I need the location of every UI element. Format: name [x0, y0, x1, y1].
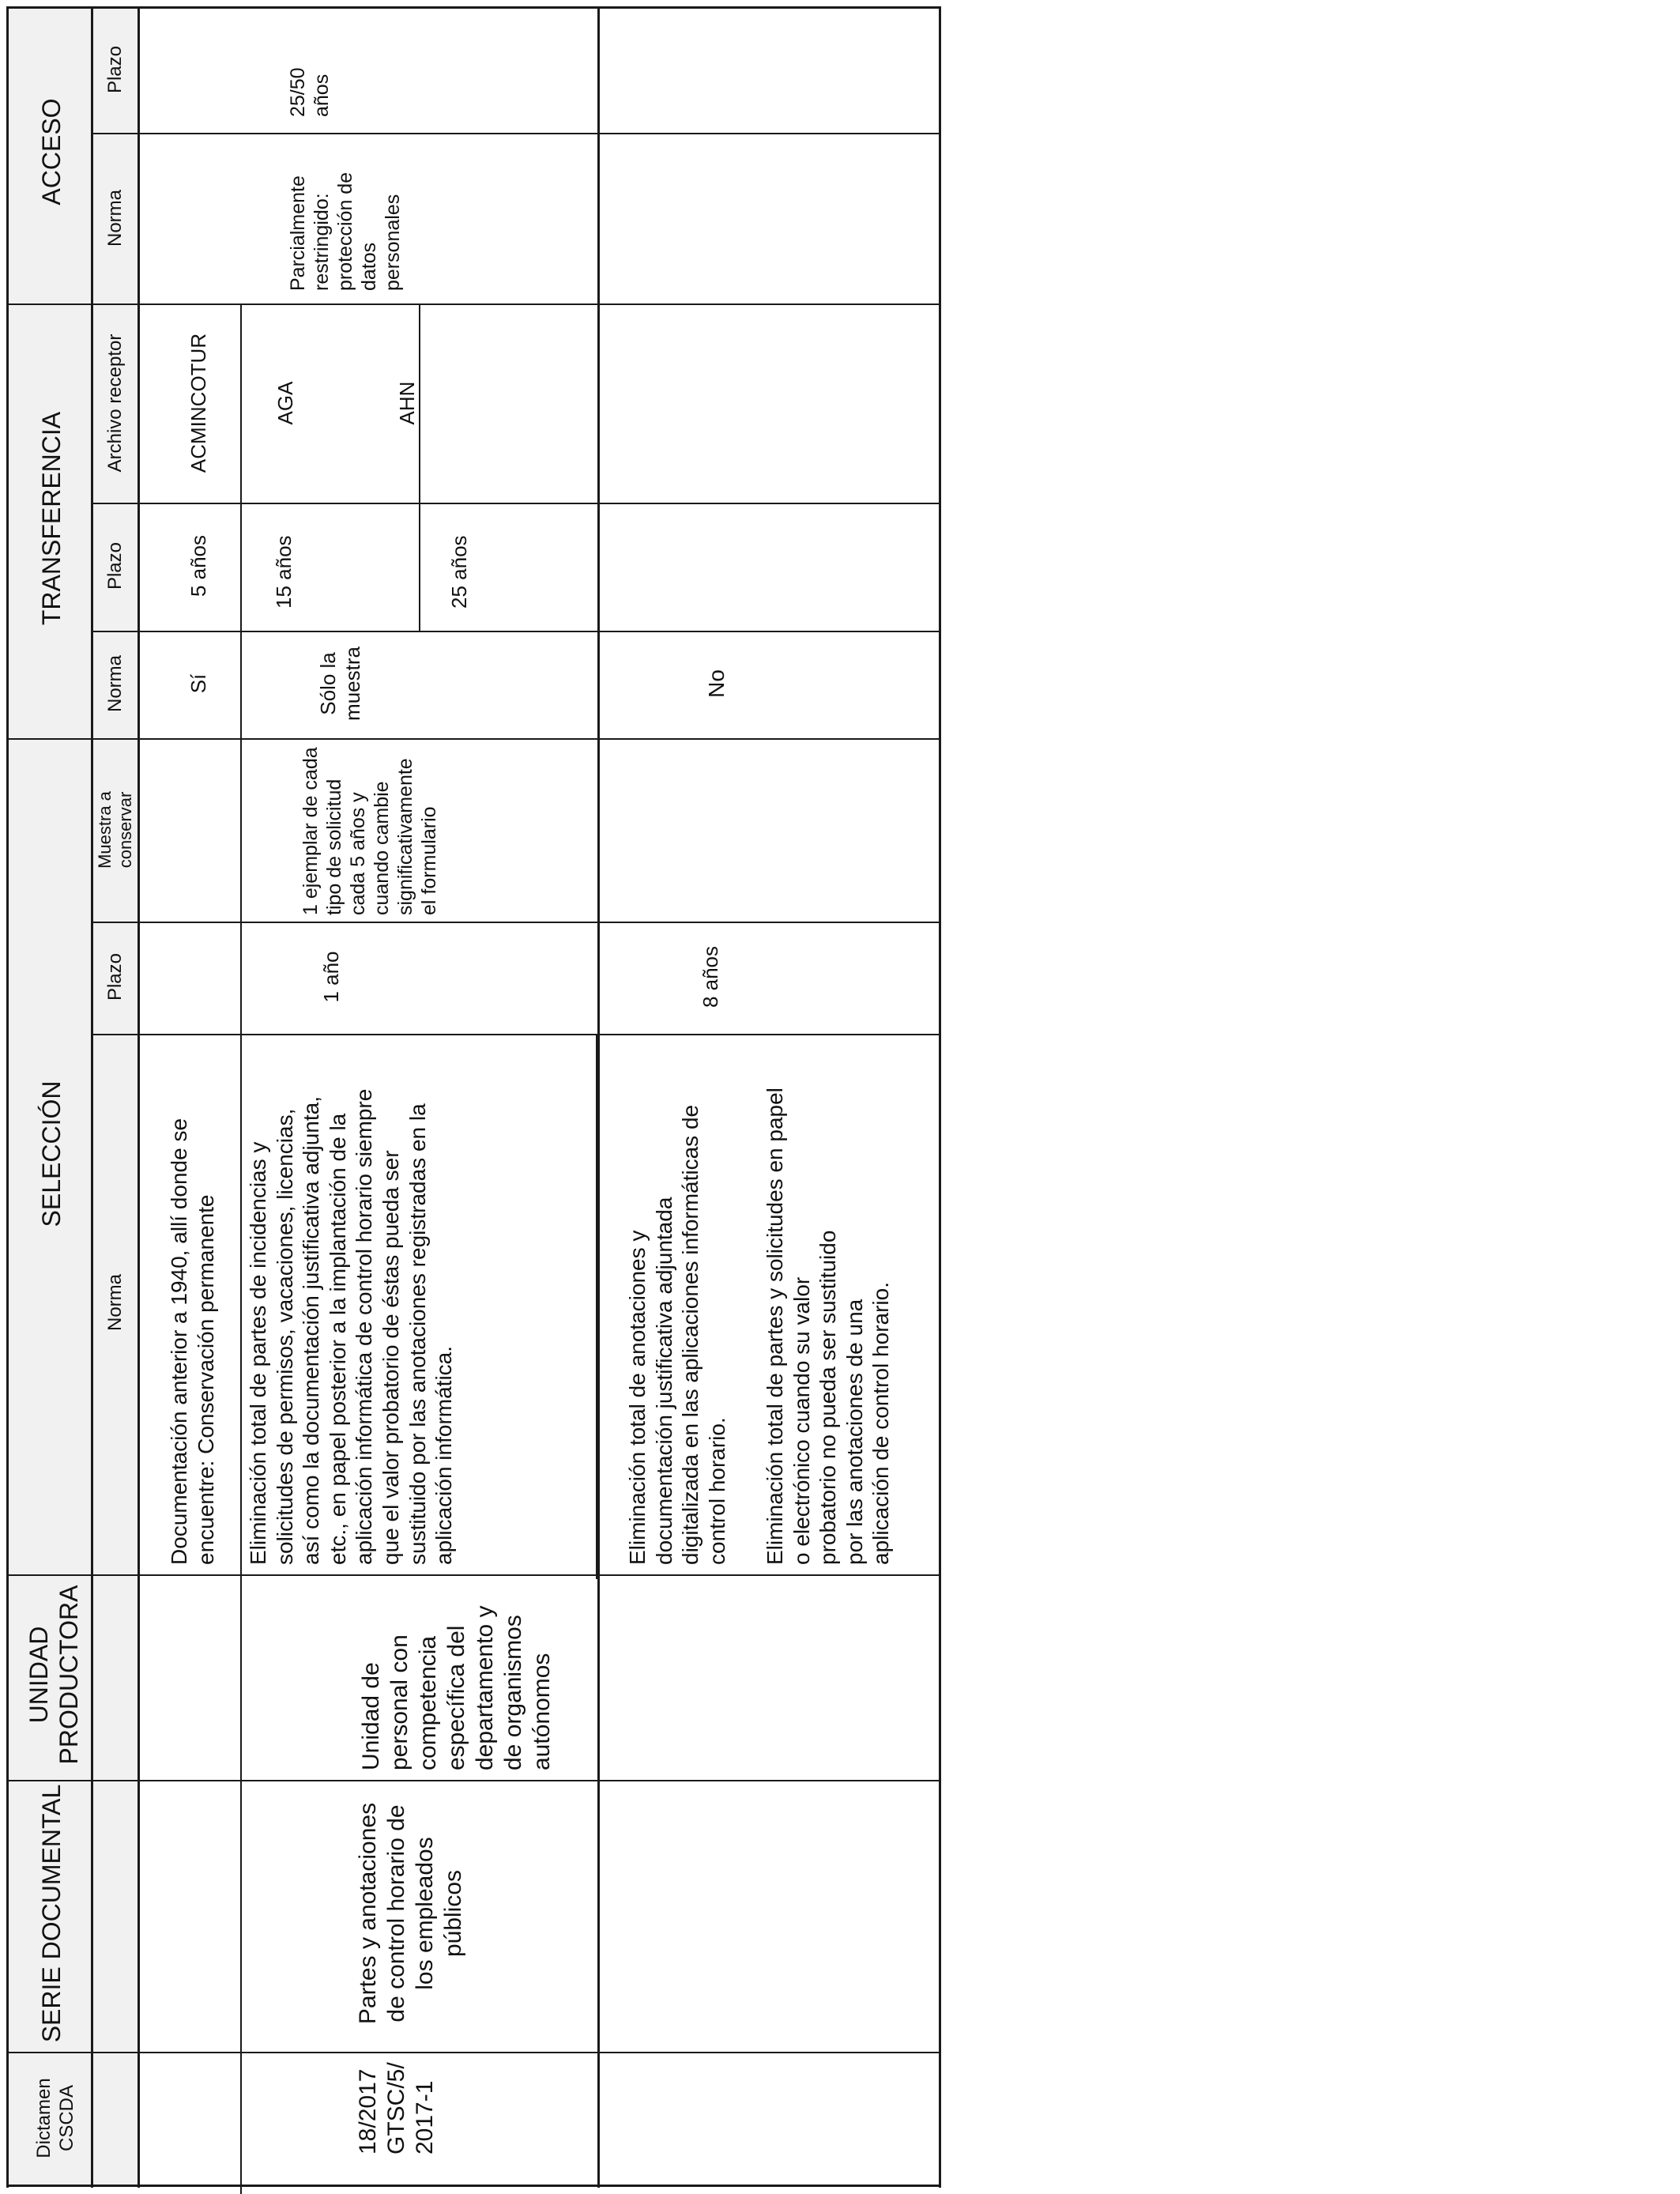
rule-right: [939, 6, 941, 2188]
rule-bottom: [6, 2185, 941, 2187]
cell-tr-plazo-1: 5 años: [186, 534, 210, 598]
cell-sel-norma-2: Eliminación total de partes de incidencias y solicitudes de permisos, vacaciones, licencias, así como la documentación justificativa adjunta, etc., en papel posterior a la implantación de la aplicación informática de control horario siempre que el valor probatorio de éstas pueda ser sustituido por las anotaciones registradas en la aplicación informática.: [246, 1088, 457, 1565]
cell-sel-norma-3b: Eliminación total de partes y solicitudes en papel o electrónico cuando su valor probatorio no pueda ser sustituido por las anotaciones de una aplicación de control horario.: [763, 1088, 894, 1565]
rule-sel-muestra-plazo: [91, 922, 941, 923]
header-serie-documental: SERIE DOCUMENTAL: [37, 1784, 66, 2043]
cell-tr-plazo-2: 15 años: [272, 535, 296, 609]
header-dictamen: Dictamen CSCDA: [33, 2078, 77, 2158]
rule-sel-plazo-norma: [91, 1034, 941, 1035]
subheader-tr-norma: Norma: [104, 655, 126, 713]
rule-sel-row3-divide: [596, 1035, 597, 1576]
subheader-sel-norma: Norma: [104, 1274, 126, 1332]
cell-tr-archivo-1: ACMINCOTUR: [186, 333, 210, 473]
cell-serie-documental: Partes y anotaciones de control horario de los empleados públicos: [355, 1802, 466, 2025]
cell-sel-plazo-2: 1 año: [319, 951, 343, 1003]
cell-tr-norma-3: No: [704, 669, 729, 698]
cell-sel-plazo-3: 8 años: [699, 945, 722, 1008]
rule-tr-archivo-plazo: [91, 503, 941, 504]
cell-tr-archivo-2: AGA: [273, 381, 297, 425]
header-transferencia: TRANSFERENCIA: [37, 411, 66, 626]
rule-left: [6, 6, 9, 2188]
rule-row1-row2: [240, 303, 242, 1581]
cell-dictamen: 18/2017 GTSC/5/ 2017-1: [355, 2062, 438, 2154]
cell-sel-norma-1: Documentación anterior a 1940, allí donde se encuentre: Conservación permanente: [167, 1118, 218, 1565]
rule-acceso-sub: [91, 133, 941, 134]
cell-sel-norma-3a: Eliminación total de anotaciones y documentación justificativa adjuntada digitalizada en las aplicaciones informáticas de control horario.: [625, 1104, 729, 1565]
subheader-tr-archivo: Archivo receptor: [104, 334, 126, 473]
cell-tr-plazo-3: 25 años: [447, 535, 471, 609]
cell-ac-plazo-2: 25/50 años: [287, 67, 333, 117]
header-unidad-productora: UNIDAD PRODUCTORA: [24, 1585, 84, 1765]
cell-tr-norma-1: Sí: [186, 673, 210, 694]
rule-subheader-body: [137, 6, 140, 2188]
header-seleccion: SELECCIÓN: [37, 1080, 66, 1227]
cell-ac-norma-2: Parcialmente restringido: protección de datos personales: [287, 172, 404, 291]
cell-muestra-2: 1 ejemplar de cada tipo de solicitud cada 5 años y cuando cambie significativamente el formulario: [299, 747, 440, 915]
subheader-sel-muestra: Muestra a conservar: [95, 791, 136, 869]
subheader-sel-plazo: Plazo: [104, 952, 126, 1001]
rule-acceso-transferencia: [6, 303, 941, 305]
cell-unidad-productora: Unidad de personal con competencia específica del departamento y de organismos autónomos: [358, 1605, 555, 1770]
rule-unidad-serie: [6, 1780, 941, 1781]
rule-header-subheader: [91, 6, 93, 2188]
rule-transferencia-seleccion: [6, 738, 941, 740]
cell-tr-norma-2: Sólo la muestra: [316, 647, 365, 721]
subheader-ac-plazo: Plazo: [104, 45, 126, 94]
subheader-ac-norma: Norma: [104, 190, 126, 247]
rule-serie-dictamen: [6, 2052, 941, 2053]
rule-top: [6, 6, 941, 9]
rule-tr-plazo-norma: [91, 631, 941, 632]
cell-tr-archivo-3: AHN: [395, 381, 419, 425]
header-acceso: ACCESO: [37, 98, 66, 205]
subheader-tr-plazo: Plazo: [104, 541, 126, 590]
rule-section-lower: [597, 6, 600, 2188]
